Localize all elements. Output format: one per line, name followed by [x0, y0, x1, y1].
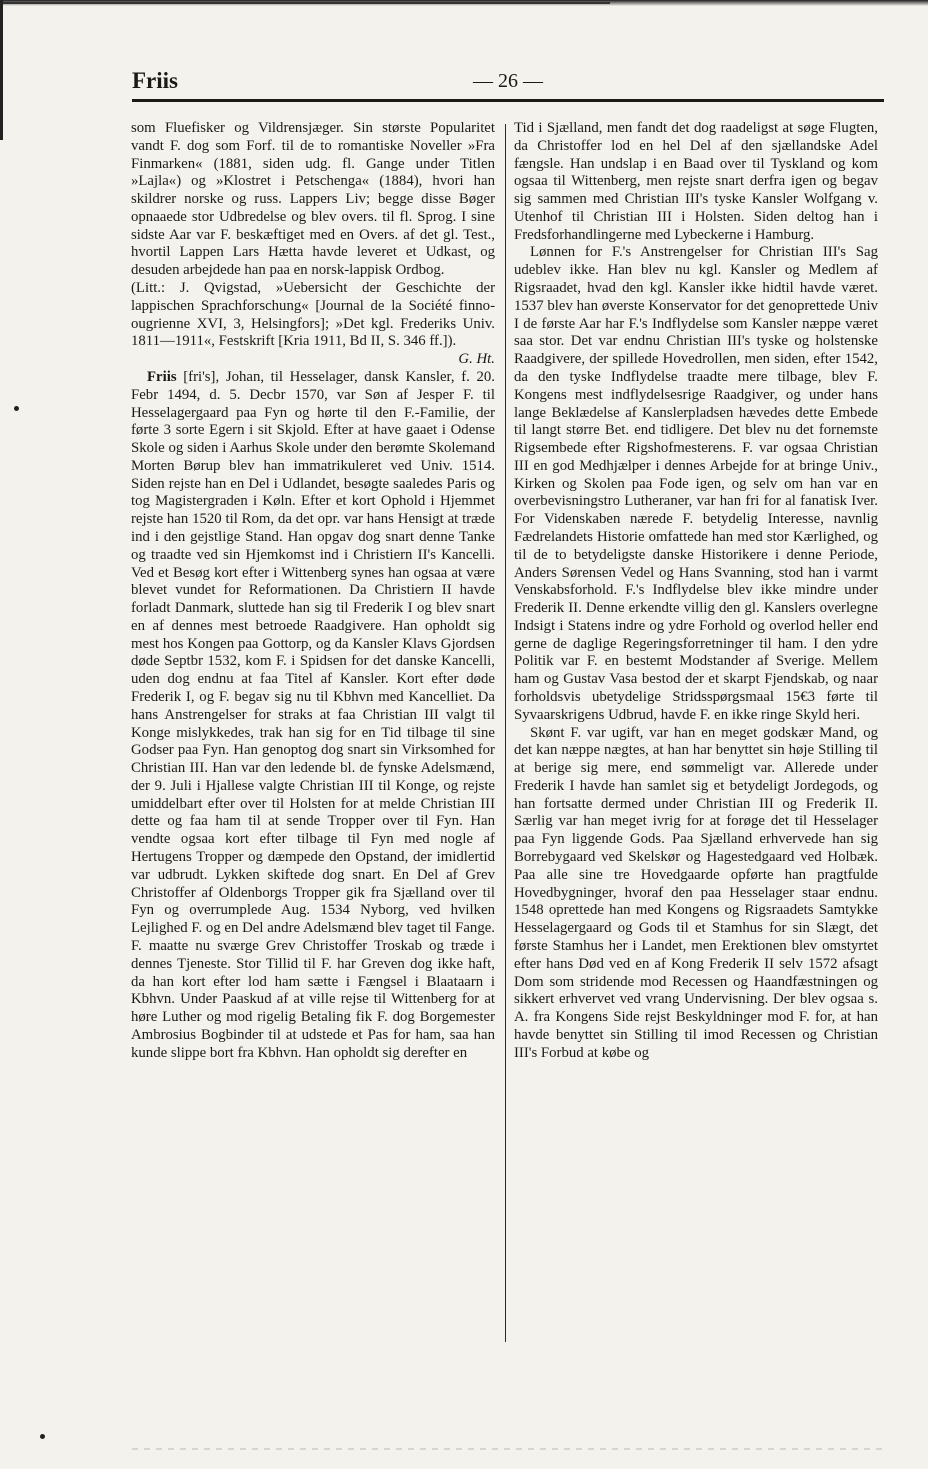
entry-paragraph — [131, 369, 495, 1062]
left-column — [131, 120, 495, 1062]
running-head-word: Friis — [132, 68, 178, 93]
header-rule — [132, 99, 884, 102]
page-header — [132, 64, 884, 98]
paragraph: Tid i Sjælland, men fandt det dog raadeligst at søge Flugten, da Christoffer lod en hel Del af den sjællandske Adel fængsle. Han undslap i en Baad over til Tyskland og kom ogsaa til Wittenberg, men rejste snart derfra igen og begav sig sammen med Christian III's tyske Kansler Wolfgang v. Utenhof til Christian III i Holsten. Siden deltog han i Fredsforhandlingerne med Lybeckerne i Hamburg. — [514, 120, 878, 243]
signature-line — [131, 351, 495, 369]
column-divider — [505, 124, 506, 1342]
scan-edge-line — [0, 2, 610, 4]
paragraph: Lønnen for F.'s Anstrengelser for Christian III's Sag udeblev ikke. Han blev nu kgl. Kansler og Medlem af Rigsraadet, hvad den kgl. Kansler ikke hidtil havde været. 1537 blev han øverste Konservator for det genoprettede Univ I de første Aar har F.'s Indflydelse som Kansler næppe været saa stor. Det var endnu Christian III's tyske og holstenske Raadgivere, der spillede Hovedrollen, men siden, efter 1542, da den tyske Indflydelse traadte mere tilbage, blev F. Kongens mest indflydelsesrige Raadgiver, og under hans lange Beklædelse af Kanslerpladsen hævedes dette Embede til langt større Bet. end tidligere. Det blev nu det fornemste Rigsembede efter Rigshofmesterens. F. var ogsaa Christian III en god Medhjælper i dennes Arbejde for at bringe Univ., Kirken og Skolen paa Fode igen, og selv om han var en overbevisningstro Lutheraner, var han fri for al fanatisk Iver. For Videnskaben nærede F. betydelig Interesse, navnlig Fædrelandets Historie omfattede han med stor Kærlighed, og til de to betydeligste danske Historikere i denne Periode, Anders Sørensen Vedel og Hans Svanning, stod han i varmt Venskabsforhold. F.'s Indflydelse blev ikke mindre under Frederik II. Denne erkendte villig den gl. Kanslers overlegne Indsigt i Statens indre og ydre Forhold og overlod heller end gerne de daglige Regeringsforretninger til ham. I den ydre Politik var F. en bestemt Modstander af Sverige. Mellem ham og Gustav Vasa bestod der et skarpt Fjendskab, og naar forholdsvis ubetydelige Stridsspørgsmaal 15€3 førte til Syvaarskrigens Udbrud, havde F. en ikke ringe Skyld heri. — [514, 244, 878, 723]
paragraph: Skønt F. var ugift, var han en meget godskær Mand, og det kan næppe nægtes, at han har benyttet sin høje Stilling til at berige sig mere, end sømmeligt var. Allerede under Frederik I havde han samlet sig et betydeligt Jordegods, og han fortsatte dermed under Christian III og Frederik II. Særlig var han meget ivrig for at forøge det til Hesselager paa Fyn liggende Gods. Paa Sjælland erhvervede han sig Borrebygaard ved Skelskør og Hagestedgaard ved Holbæk. Paa alle sine tre Hovedgaarde opførte han pragtfulde Hovedbygninger, hvoraf den paa Hesselager staar endnu. 1548 oprettede han med Kongens og Rigsraadets Samtykke Hesselagergaard og Gods til et Stamhus for sin Slægt, det første Stamhus her i Landet, men Erektionen blev omstyrtet efter hans Død ved en af Kong Frederik II selv 1572 afsagt Dom som stridende mod Recessen og Haandfæstningen og sikkert erhvervet ved vrang Undervisning. Der blev ogsaa s. A. fra Kongens Side rejst Beskyldninger mod F. for, at han havde benyttet sin Stilling til imod Recessen og Christian III's Forbud at købe og — [514, 724, 878, 1061]
scan-footer-noise — [132, 1448, 882, 1450]
literature-reference: (Litt.: J. Qvigstad, »Uebersicht der Geschichte der lappischen Sprachforschung« [Journal de la Société finno-ougrienne XVI, 3, Helsingfors]; »Det kgl. Frederiks Univ. 1811—1911«, Festskrift [Kria 1911, Bd II, S. 346 ff.]). — [131, 280, 495, 350]
right-column — [514, 120, 878, 1062]
entry-headword: Friis — [147, 368, 177, 385]
page-number: — 26 — — [473, 70, 543, 92]
paragraph: som Fluefisker og Vildrensjæger. Sin største Popularitet vandt F. dog som Forf. til de to romantiske Noveller »Fra Finmarken« (1881, siden udg. fl. Gange under Titlen »Lajla«) og »Klostret i Petschenga« (1884), hvori han skildrer norske og russ. Lappers Liv; begge disse Bøger opnaaede stor Udbredelse og blev overs. til fl. Sprog. I sine sidste Aar var F. beskæftiget med en Overs. af det gl. Test., hvortil Lappen Lars Hætta havde leveret et Udkast, og desuden arbejdede han paa en norsk-lappisk Ordbog. — [131, 120, 495, 279]
scan-speck — [14, 406, 19, 411]
author-signature: G. Ht. — [458, 351, 495, 368]
scan-edge-left — [0, 0, 3, 140]
scan-speck — [40, 1434, 45, 1439]
entry-text: [fri's], Johan, til Hesselager, dansk Kansler, f. 20. Febr 1494, d. 5. Decbr 1570, var Søn af Jesper F. til Hesselagergaard paa Fyn og hørte til den F.-Familie, der førte 3 sorte Egern i sit Skjold. Efter at have gaaet i Odense Skole og siden i Aarhus Skole under den berømte Skolemand Morten Børup blev han immatrikuleret ved Univ. 1514. Siden rejste han en Del i Udlandet, besøgte saaledes Paris og tog Magistergraden i Køln. Efter et kort Ophold i Hjemmet rejste han 1520 til Rom, da det opr. var hans Hensigt at træde ind i den gejstlige Stand. Han opgav dog snart denne Tanke og traadte ved sin Hjemkomst ind i Christiern II's Kancelli. Ved et Besøg kort efter i Wittenberg synes han ogsaa at være blevet vundet for Reformationen. Da Christiern II havde forladt Danmark, sluttede han sig til Frederik I og blev snart en af dennes mest betroede Raadgivere. Han opholdt sig mest hos Kongen paa Gottorp, og da Kansler Klavs Gjordsen døde Septbr 1532, kom F. i Spidsen for det danske Kancelli, uden dog endnu at faa Titel af Kansler. Kort efter døde Frederik I, og F. begav sig nu til Kbhvn med Kancelliet. Da hans Anstrengelser for straks at faa Christian III valgt til Konge mislykkedes, trak han sig for en Tid tilbage til sine Godser paa Fyn. Han genoptog dog snart sin Virksomhed for Christian III. Han var den ledende bl. de fynske Adelsmænd, der 9. Juli i Hjallese valgte Christian III til Konge, og rejste umiddelbart efter over til Holsten for at melde Christian III dette og faa ham til at sende Tropper over til Fyn. Han vendte ogsaa kort efter tilbage til Fyn med nogle af Hertugens Tropper og dæmpede den Opstand, der imidlertid var udbrudt. Lykken skiftede dog snart. En Del af Grev Christoffer af Oldenborgs Tropper gik fra Sjælland over til Fyn og overrumplede Aug. 1534 Nyborg, ved hvilken Lejlighed F. og en Del andre Adelsmænd blev taget til Fange. F. maatte nu sværge Grev Christoffer Troskab og træde i dennes Tjeneste. Stor Tillid til F. har Greven dog ikke haft, da han kort efter lod ham sætte i Fængsel i Blaataarn i Kbhvn. Under Paaskud af at ville rejse til Wittenberg for at høre Luther og mod rigelig Betaling fik F. dog Borgemester Ambrosius Bogbinder til at udstede et Pas for ham, saa han kunde slippe bort fra Kbhvn. Han opholdt sig derefter en — [131, 368, 495, 1061]
